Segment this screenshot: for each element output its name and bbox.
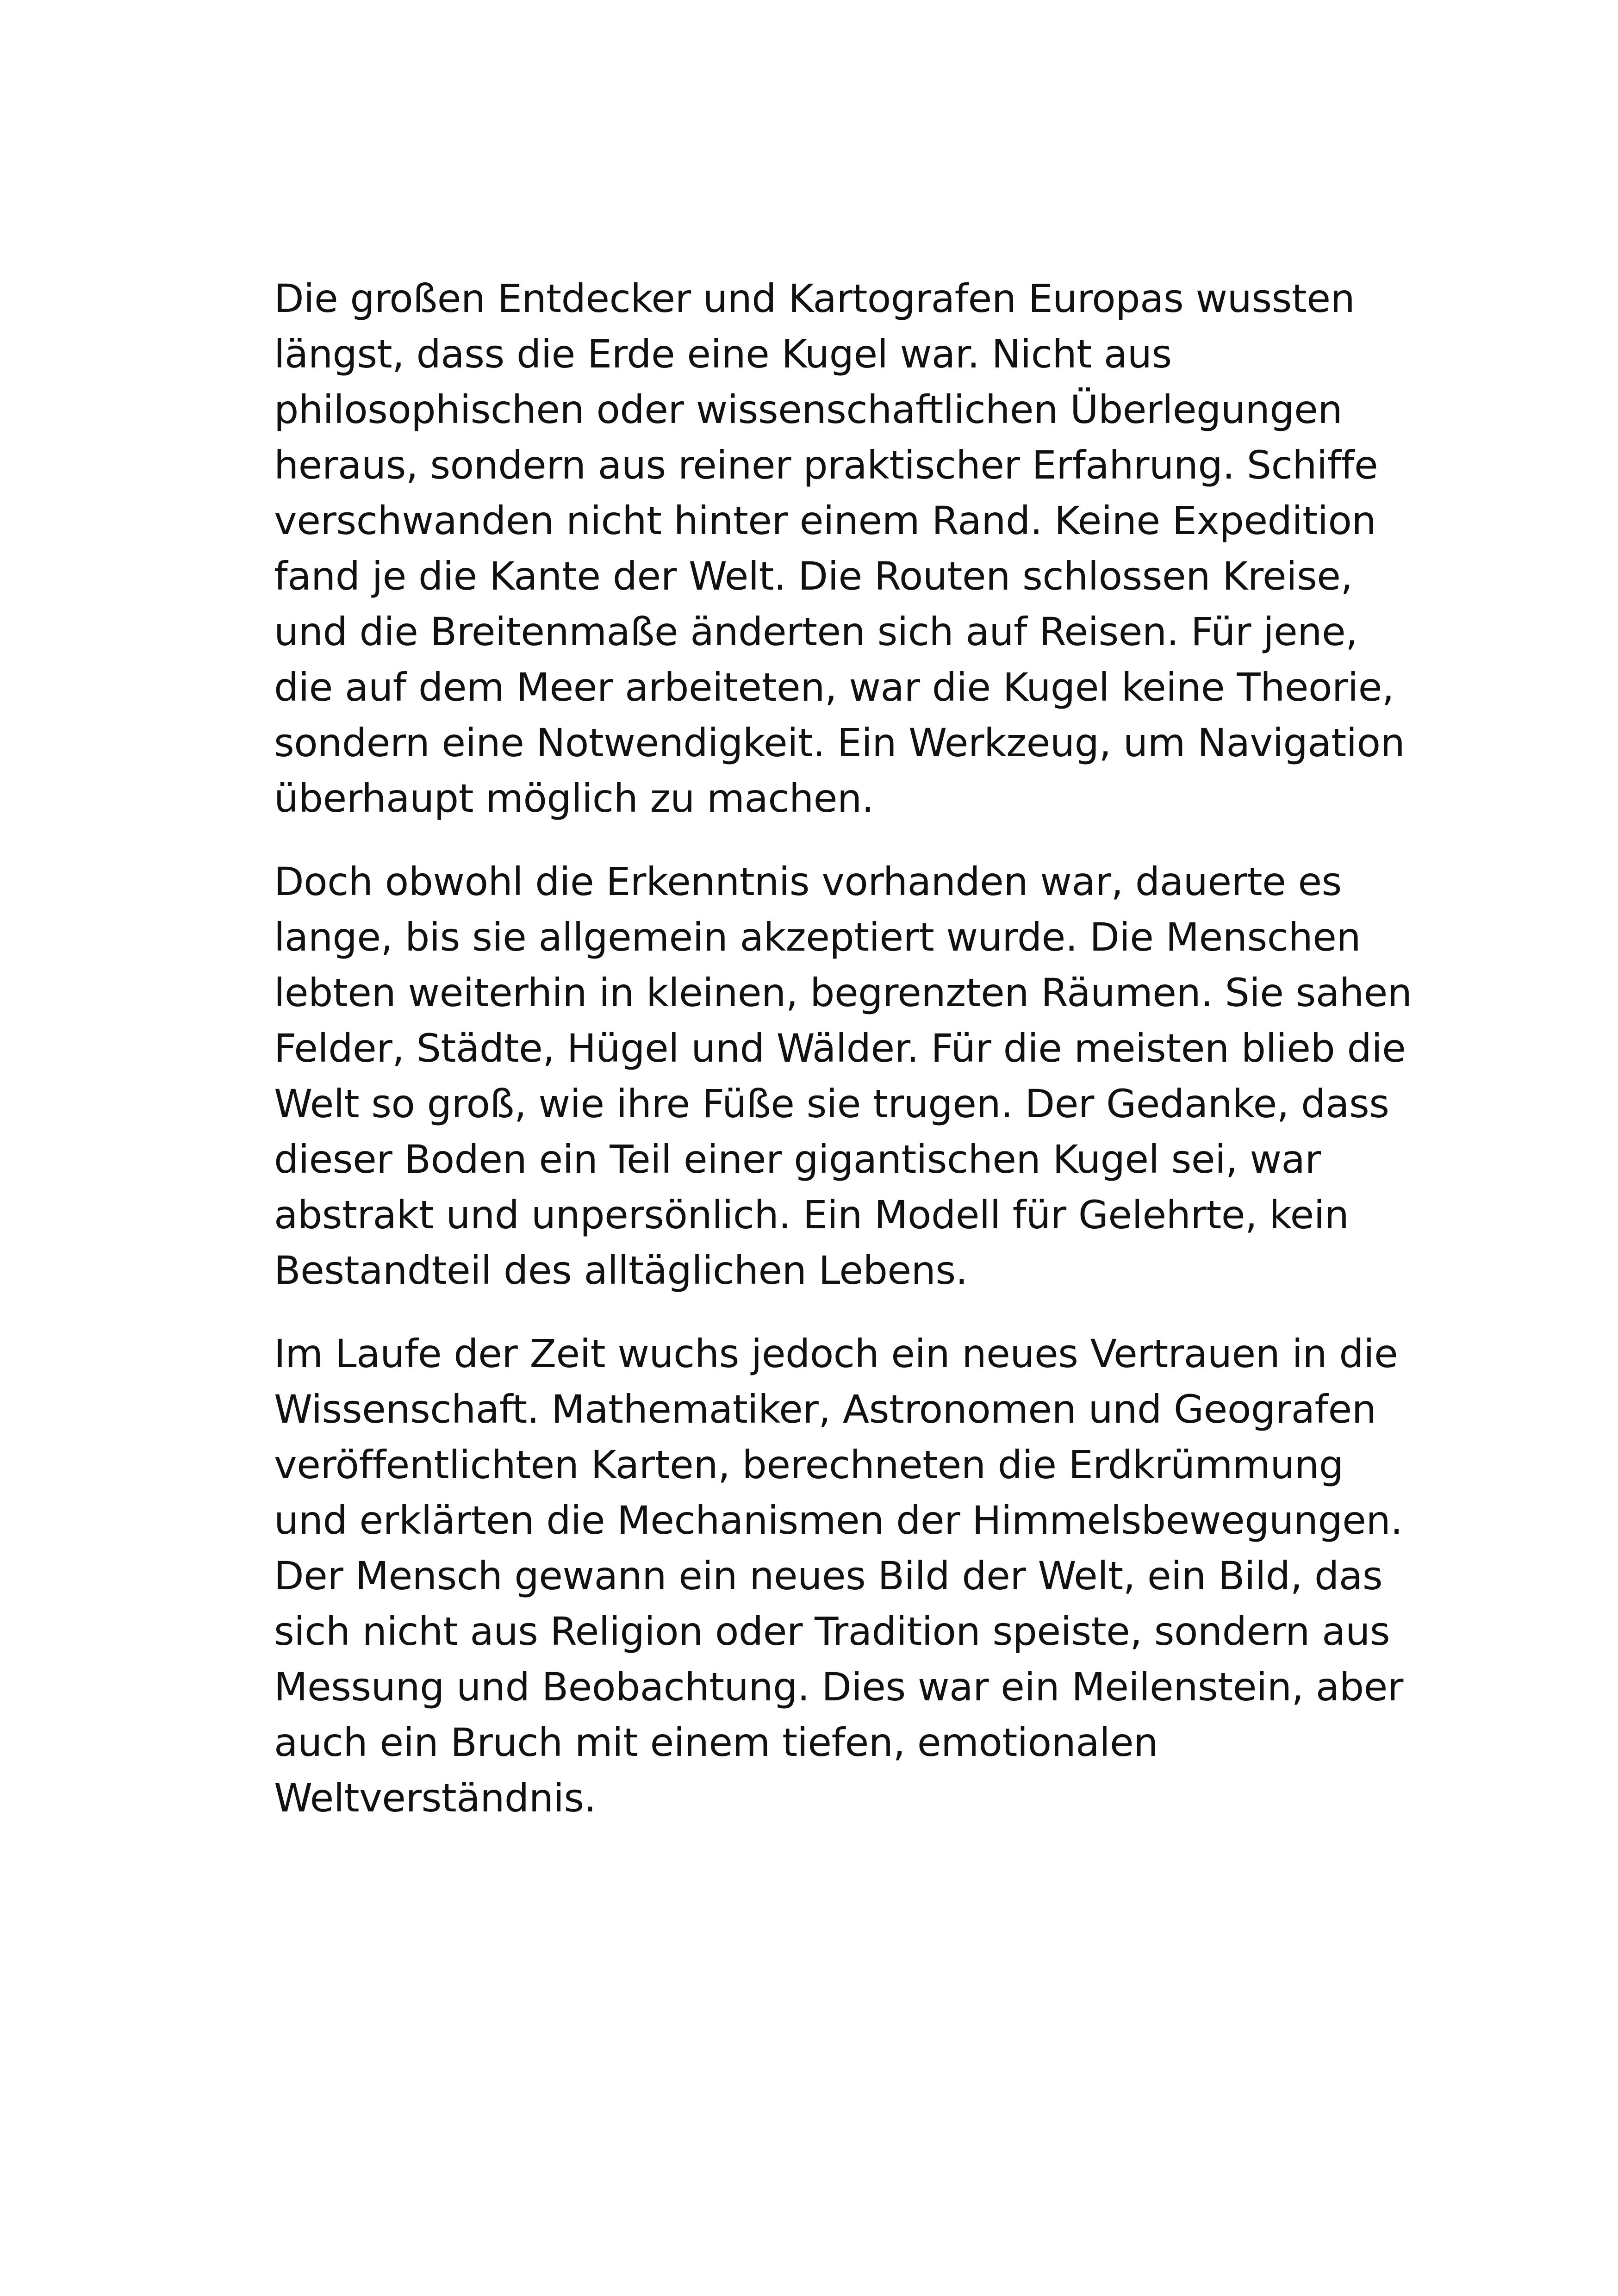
text-line: Im Laufe der Zeit wuchs jedoch ein neues Vertrauen in die — [274, 1331, 1398, 1376]
text-line: Der Mensch gewann ein neues Bild der Welt, ein Bild, das — [274, 1553, 1383, 1599]
text-line: Weltverständnis. — [274, 1775, 596, 1821]
text-line: verschwanden nicht hinter einem Rand. Keine Expedition — [274, 498, 1376, 543]
text-line: Doch obwohl die Erkenntnis vorhanden war, dauerte es — [274, 859, 1342, 904]
text-line: auch ein Bruch mit einem tiefen, emotionalen — [274, 1720, 1158, 1765]
paragraph-1 — [274, 271, 1405, 826]
text-line: Welt so groß, wie ihre Füße sie trugen. Der Gedanke, dass — [274, 1081, 1389, 1126]
text-line: lebten weiterhin in kleinen, begrenzten Räumen. Sie sahen — [274, 970, 1412, 1015]
text-line: und die Breitenmaße änderten sich auf Reisen. Für jene, — [274, 609, 1358, 654]
text-line: Die großen Entdecker und Kartografen Europas wussten — [274, 276, 1355, 321]
text-line: Wissenschaft. Mathematiker, Astronomen und Geografen — [274, 1387, 1376, 1432]
text-line: veröffentlichten Karten, berechneten die Erdkrümmung — [274, 1442, 1344, 1487]
text-line: Messung und Beobachtung. Dies war ein Meilenstein, aber — [274, 1664, 1403, 1710]
text-line: längst, dass die Erde eine Kugel war. Nicht aus — [274, 331, 1172, 377]
text-line: sich nicht aus Religion oder Tradition speiste, sondern aus — [274, 1609, 1390, 1654]
text-line: die auf dem Meer arbeiteten, war die Kugel keine Theorie, — [274, 665, 1394, 710]
body-text — [274, 271, 1412, 1854]
text-line: philosophischen oder wissenschaftlichen Überlegungen — [274, 387, 1343, 432]
text-line: und erklärten die Mechanismen der Himmelsbewegungen. — [274, 1498, 1403, 1543]
text-line: Bestandteil des alltäglichen Lebens. — [274, 1248, 968, 1293]
paragraph-2 — [274, 854, 1412, 1298]
text-line: heraus, sondern aus reiner praktischer Erfahrung. Schiffe — [274, 442, 1378, 488]
text-line: fand je die Kante der Welt. Die Routen schlossen Kreise, — [274, 554, 1353, 599]
text-line: überhaupt möglich zu machen. — [274, 776, 874, 821]
text-line: sondern eine Notwendigkeit. Ein Werkzeug, um Navigation — [274, 720, 1405, 765]
text-line: dieser Boden ein Teil einer gigantischen Kugel sei, war — [274, 1137, 1321, 1182]
text-line: Felder, Städte, Hügel und Wälder. Für die meisten blieb die — [274, 1026, 1406, 1071]
paragraph-3 — [274, 1326, 1403, 1826]
text-line: lange, bis sie allgemein akzeptiert wurde. Die Menschen — [274, 915, 1361, 960]
text-line: abstrakt und unpersönlich. Ein Modell für Gelehrte, kein — [274, 1192, 1349, 1238]
